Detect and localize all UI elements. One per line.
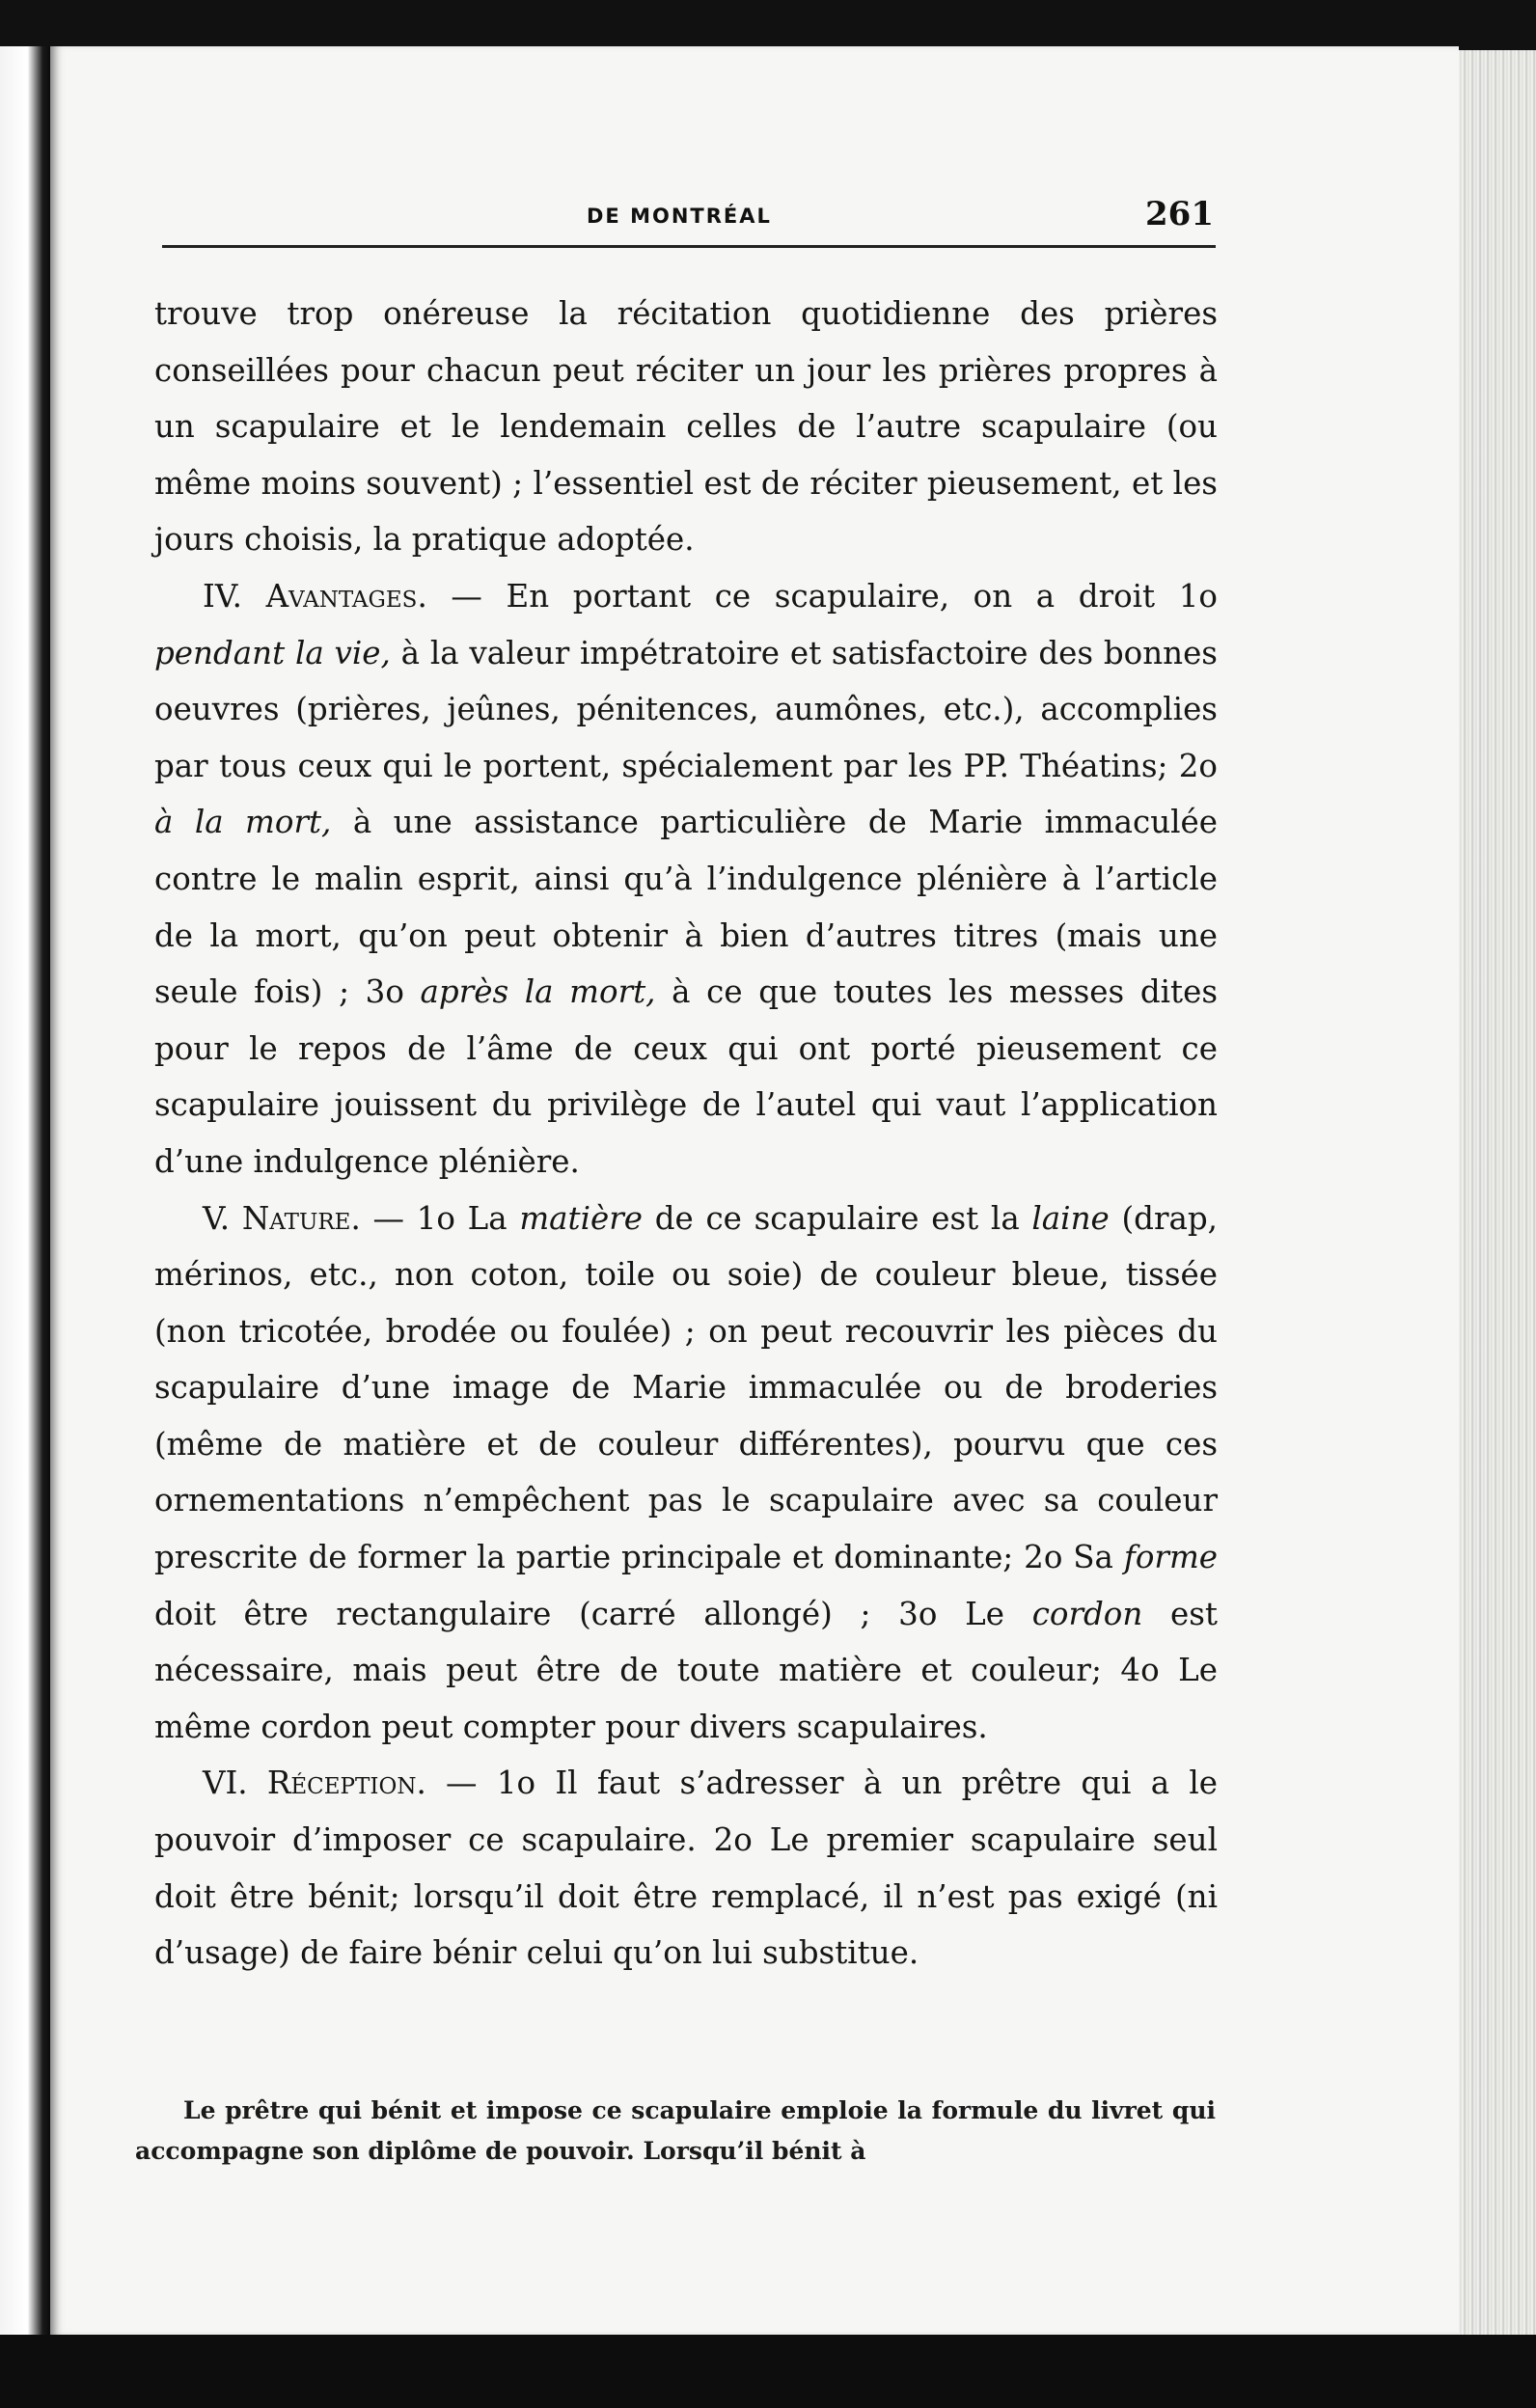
text-run: de ce scapulaire est la	[643, 1199, 1032, 1237]
main-text	[154, 286, 1218, 1982]
running-title: DE MONTRÉAL	[587, 205, 772, 228]
small-print-note: Le prêtre qui bénit et impose ce scapulaire emploie la formule du livret qui accompagne son diplôme de pouvoir. Lorsqu’il bénit à	[135, 2096, 1216, 2165]
text-run: (drap, mérinos, etc., non coton, toile ou soie) de couleur bleue, tissée (non tricotée, brodée ou foulée) ; on peut recouvrir les pièces du scapulaire d’une image de Marie immaculée ou de broderies (même de matière et de couleur différentes), pourvu que ces ornementations n’empêchent pas le scapulaire avec sa couleur prescrite de former la partie principale et dominante; 2o Sa	[154, 1199, 1218, 1576]
header-rule	[162, 245, 1216, 248]
paragraph-text: trouve trop onéreuse la récitation quotidienne des prières conseillées pour chacun peut réciter un jour les prières propres à un scapulaire et le lendemain celles de l’autre scapulaire (ou même moins souvent) ; l’essentiel est de réciter pieusement, et les jours choisis, la pratique adoptée.	[154, 295, 1218, 559]
section-heading: V. Nature.	[203, 1199, 361, 1237]
italic-run: forme	[1123, 1539, 1218, 1576]
text-run: — En portant ce scapulaire, on a droit 1o	[426, 577, 1218, 615]
text-run: est nécessaire, mais peut être de toute matière et couleur; 4o Le même cordon peut compter pour divers scapulaires.	[154, 1595, 1218, 1745]
paragraph-continuation	[154, 286, 1218, 568]
text-run: — 1o Il faut s’adresser à un prêtre qui a le pouvoir d’imposer ce scapulaire. 2o Le premier scapulaire seul doit être bénit; lorsqu’il doit être remplacé, il n’est pas exigé (ni d’usage) de faire bénir celui qu’on lui substitue.	[154, 1765, 1218, 1972]
scan-top-border	[0, 0, 1536, 50]
running-header	[162, 191, 1214, 249]
paragraph-avantages	[154, 568, 1218, 1190]
section-heading: VI. Réception.	[203, 1765, 426, 1802]
section-heading: IV. Avantages.	[203, 577, 427, 615]
page-number: 261	[1145, 195, 1214, 233]
italic-run: après la mort,	[420, 973, 656, 1011]
scan-bottom-border	[0, 2335, 1536, 2408]
italic-run: laine	[1031, 1199, 1110, 1237]
paragraph-reception	[154, 1755, 1218, 1981]
paragraph-nature	[154, 1190, 1218, 1756]
text-run: doit être rectangulaire (carré allongé) ; 3o Le	[154, 1595, 1032, 1632]
text-run: à ce que toutes les messes dites pour le repos de l’âme de ceux qui ont porté pieusement ce scapulaire jouissent du privilège de l’autel qui vaut l’application d’une indulgence plénière.	[154, 973, 1218, 1180]
text-run: à la valeur impétratoire et satisfactoire des bonnes oeuvres (prières, jeûnes, pénitences, aumônes, etc.), accomplies par tous ceux qui le portent, spécialement par les PP. Théatins; 2o	[154, 634, 1218, 784]
scan-left-margin	[0, 46, 50, 2335]
italic-run: pendant la vie,	[154, 634, 391, 671]
italic-run: matière	[519, 1199, 643, 1237]
italic-run: cordon	[1031, 1595, 1143, 1632]
italic-run: à la mort,	[154, 804, 332, 841]
book-page-edges	[1459, 50, 1536, 2335]
text-run: à une assistance particulière de Marie immaculée contre le malin esprit, ainsi qu’à l’indulgence plénière à l’article de la mort, qu’on peut obtenir à bien d’autres titres (mais une seule fois) ; 3o	[154, 804, 1218, 1011]
text-run: — 1o La	[360, 1199, 520, 1237]
